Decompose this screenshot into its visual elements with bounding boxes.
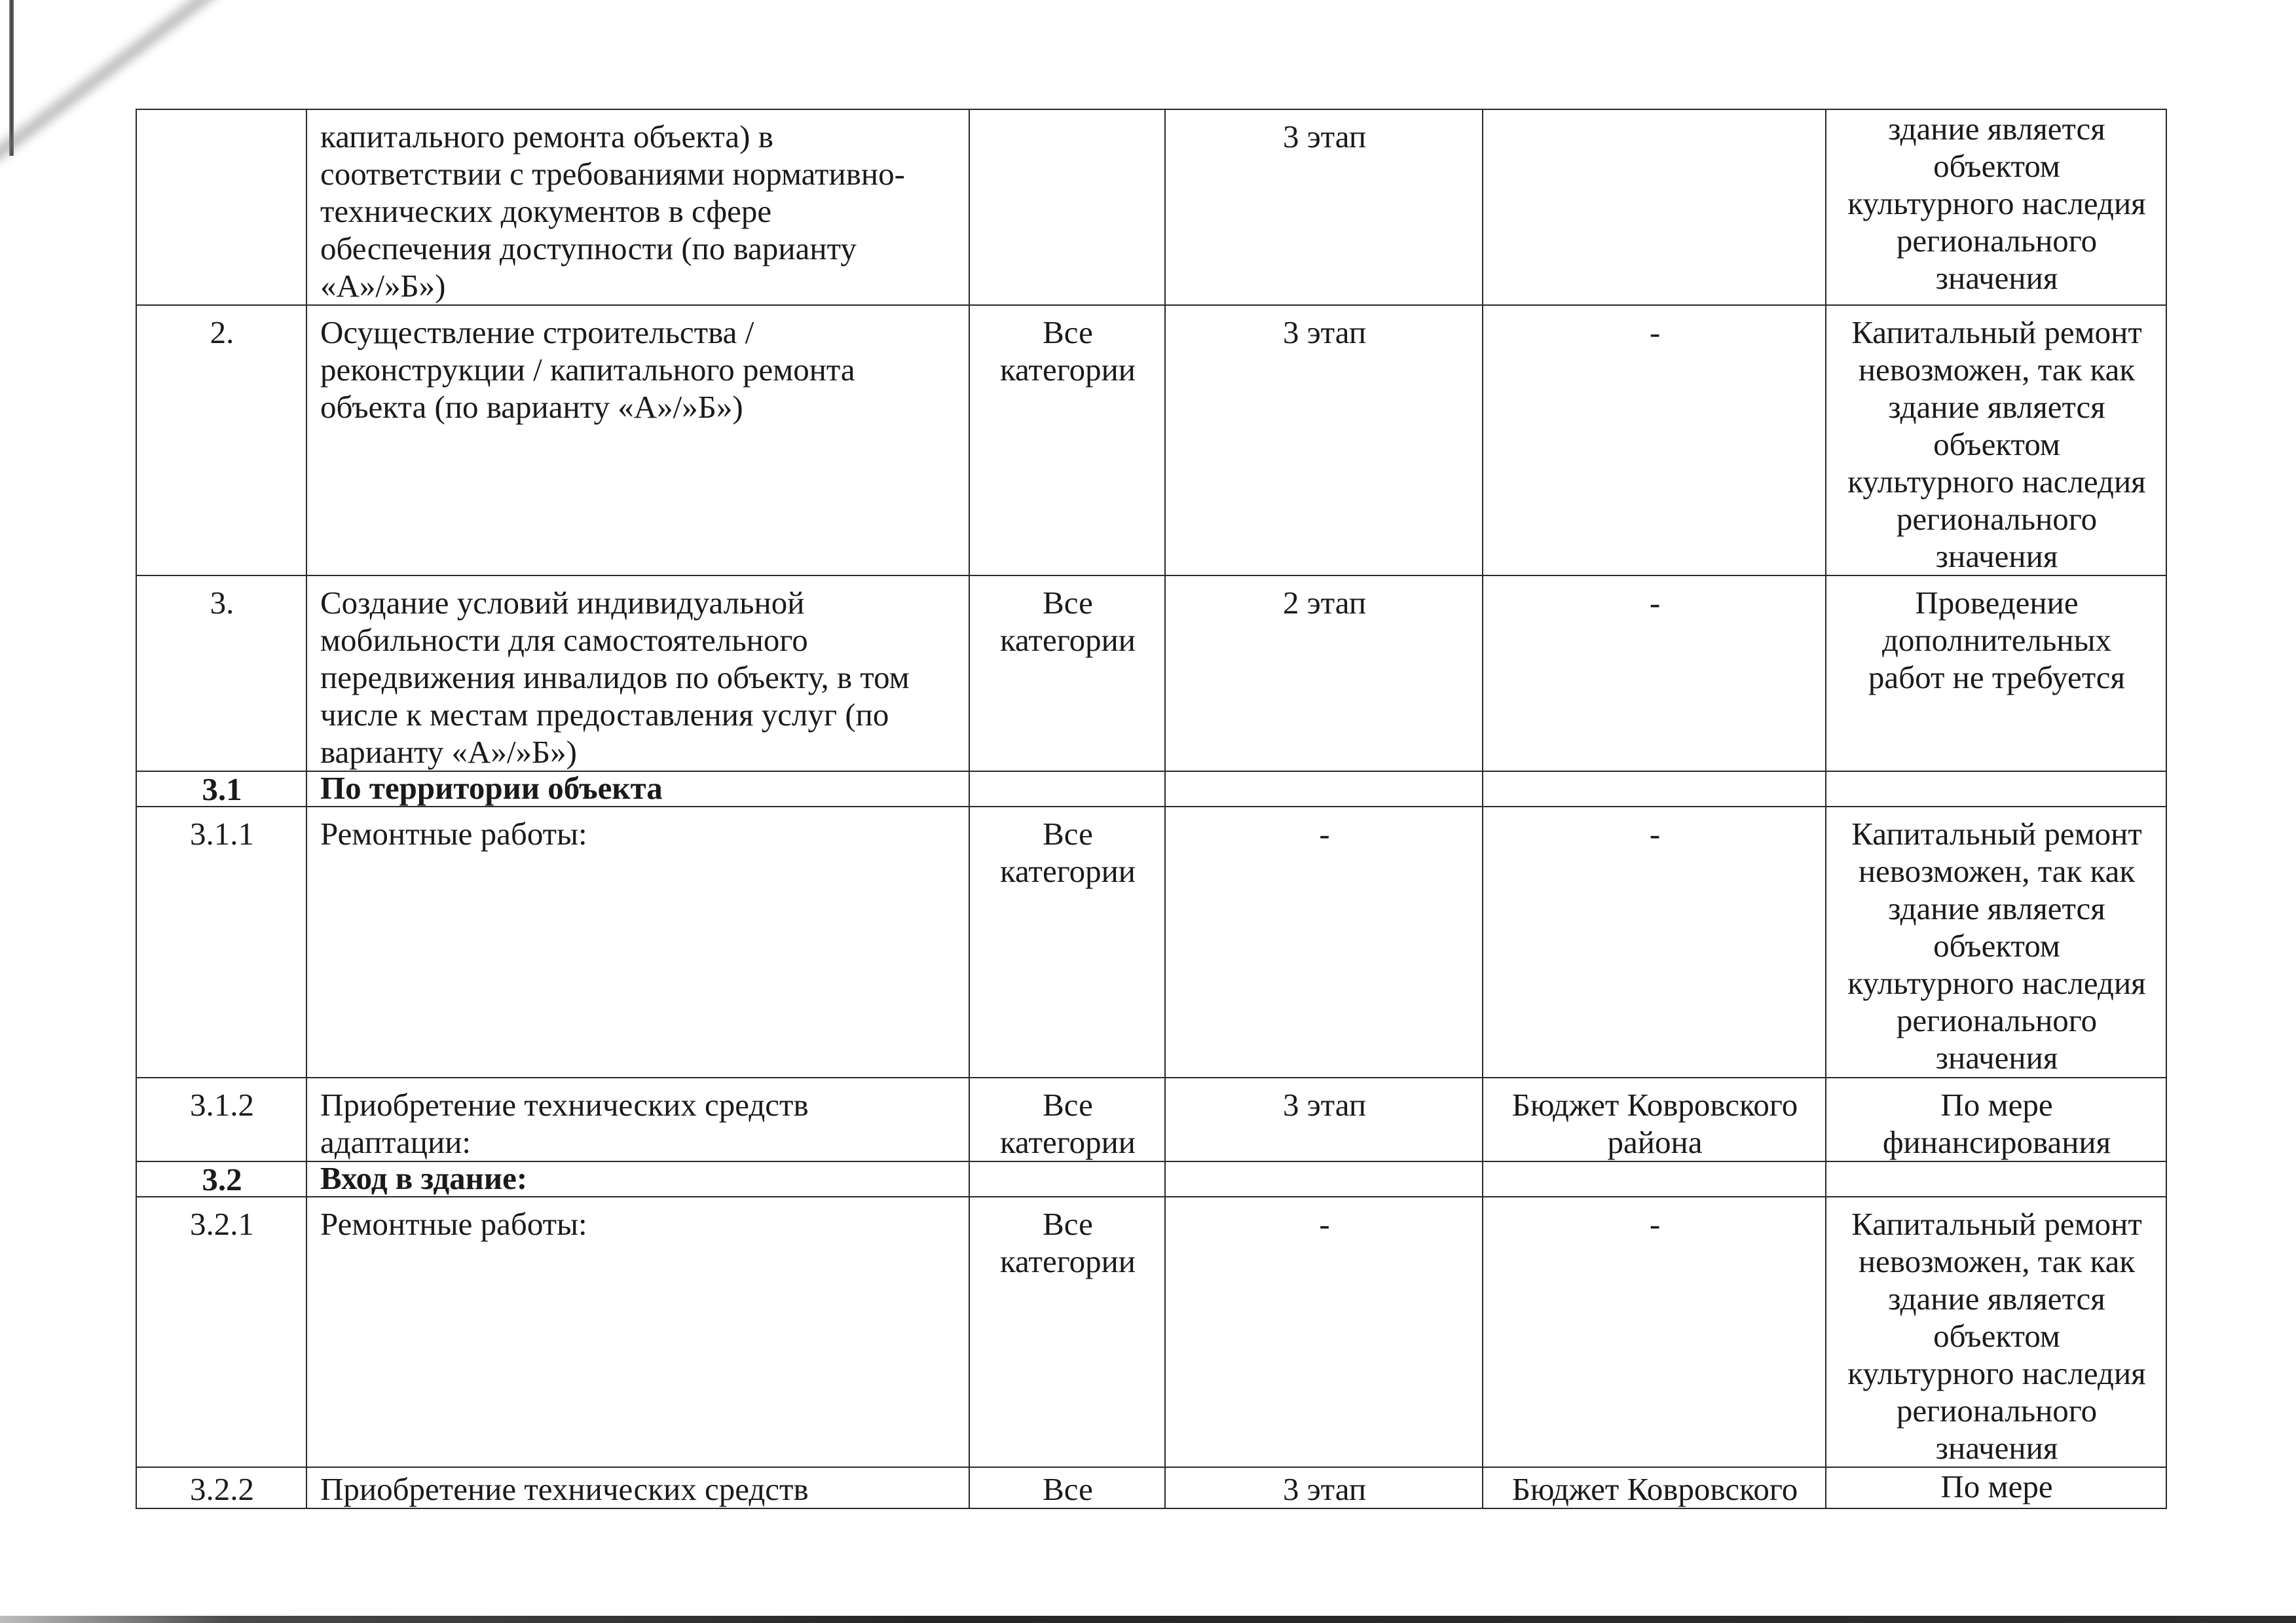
disability-category: Все категории — [969, 305, 1165, 575]
row-number — [136, 109, 306, 305]
funding-source: Бюджет Ковровского — [1483, 1467, 1826, 1508]
table-row — [136, 1197, 2166, 1467]
disability-category: Все категории — [969, 575, 1165, 771]
table-row — [136, 807, 2166, 1078]
disability-category — [969, 1161, 1165, 1197]
funding-source: - — [1483, 305, 1826, 575]
note: По мере финансирования — [1826, 1078, 2166, 1161]
funding-source: Бюджет Ковровского района — [1483, 1078, 1826, 1161]
note — [1826, 1161, 2166, 1197]
disability-category: Все категории — [969, 1197, 1165, 1467]
note: Капитальный ремонт невозможен, так как здание является объектом культурного наследия регионального значения — [1826, 1197, 2166, 1467]
row-number: 3.2.1 — [136, 1197, 306, 1467]
row-number: 2. — [136, 305, 306, 575]
funding-source — [1483, 109, 1826, 305]
stage: - — [1165, 1197, 1483, 1467]
section-title: Вход в здание: — [306, 1161, 969, 1197]
measure-name: Приобретение технических средств — [306, 1467, 969, 1508]
measure-name: Осуществление строительства / реконструкции / капитального ремонта объекта (по варианту «А»/»Б») — [306, 305, 969, 575]
table-row — [136, 109, 2166, 305]
funding-source: - — [1483, 1197, 1826, 1467]
table-row — [136, 575, 2166, 771]
stage: 3 этап — [1165, 1467, 1483, 1508]
measures-table — [136, 109, 2167, 1509]
funding-source: - — [1483, 575, 1826, 771]
stage — [1165, 1161, 1483, 1197]
funding-source — [1483, 771, 1826, 807]
stage: 3 этап — [1165, 1078, 1483, 1161]
disability-category — [969, 771, 1165, 807]
stage — [1165, 771, 1483, 807]
section-title: По территории объекта — [306, 771, 969, 807]
measure-name: Приобретение технических средств адаптации: — [306, 1078, 969, 1161]
measure-name: Ремонтные работы: — [306, 1197, 969, 1467]
measure-name: Создание условий индивидуальной мобильности для самостоятельного передвижения инвалидов по объекту, в том числе к местам предоставления услуг (по варианту «А»/»Б») — [306, 575, 969, 771]
disability-category — [969, 109, 1165, 305]
table-row — [136, 1078, 2166, 1161]
note: По мере — [1826, 1467, 2166, 1508]
row-number: 3.1.2 — [136, 1078, 306, 1161]
section-number: 3.2 — [136, 1161, 306, 1197]
section-row — [136, 1161, 2166, 1197]
stage: - — [1165, 807, 1483, 1078]
note — [1826, 771, 2166, 807]
stage: 3 этап — [1165, 305, 1483, 575]
measure-name: капитального ремонта объекта) в соответствии с требованиями нормативно- технических документов в сфере обеспечения доступности (по варианту «А»/»Б») — [306, 109, 969, 305]
disability-category: Все категории — [969, 1078, 1165, 1161]
disability-category: Все категории — [969, 807, 1165, 1078]
row-number: 3.1.1 — [136, 807, 306, 1078]
note: здание является объектом культурного наследия регионального значения — [1826, 109, 2166, 305]
stage: 2 этап — [1165, 575, 1483, 771]
scan-edge-bottom — [0, 1616, 2296, 1623]
note: Капитальный ремонт невозможен, так как здание является объектом культурного наследия регионального значения — [1826, 305, 2166, 575]
table-row — [136, 305, 2166, 575]
note: Проведение дополнительных работ не требуется — [1826, 575, 2166, 771]
stage: 3 этап — [1165, 109, 1483, 305]
funding-source — [1483, 1161, 1826, 1197]
disability-category: Все — [969, 1467, 1165, 1508]
section-row — [136, 771, 2166, 807]
section-number: 3.1 — [136, 771, 306, 807]
row-number: 3.2.2 — [136, 1467, 306, 1508]
note: Капитальный ремонт невозможен, так как здание является объектом культурного наследия регионального значения — [1826, 807, 2166, 1078]
row-number: 3. — [136, 575, 306, 771]
funding-source: - — [1483, 807, 1826, 1078]
measure-name: Ремонтные работы: — [306, 807, 969, 1078]
table-row — [136, 1467, 2166, 1508]
